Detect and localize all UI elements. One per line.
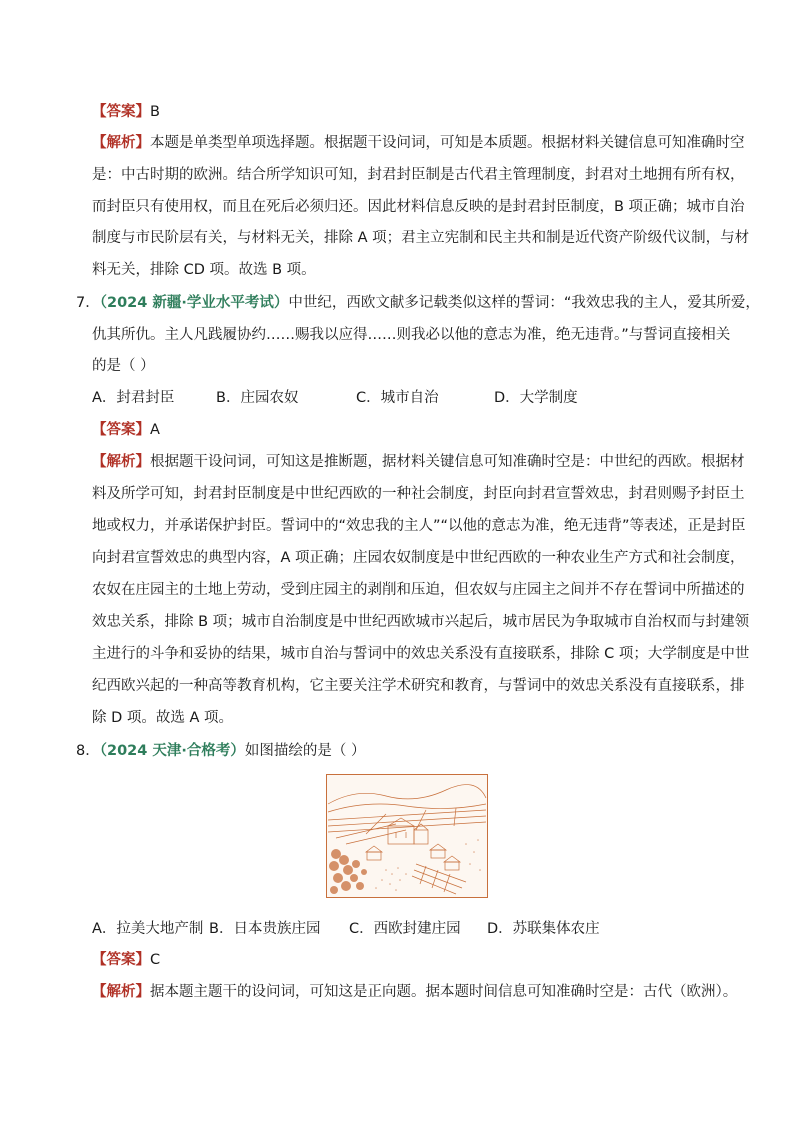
analysis-line: 料及所学可知，封君封臣制度是中世纪西欧的一种社会制度，封臣向封君宣誓效忠，封君则赐予封臣土	[92, 486, 745, 502]
question-7-options	[92, 388, 578, 408]
analysis-line: 地或权力，并承诺保护封臣。誓词中的“效忠我的主人”“以他的意志为准，绝无违背”等表述，正是封臣	[92, 518, 746, 534]
analysis-line: 效忠关系，排除 B 项；城市自治制度是中世纪西欧城市兴起后，城市居民为争取城市自治权而与封建领	[92, 614, 750, 630]
option-c: C．西欧封建庄园	[349, 921, 461, 937]
answer-line-q8	[92, 950, 160, 970]
option-d: D．大学制度	[494, 390, 578, 406]
analysis-line: 【解析】据本题主题干的设问词，可知这是正向题。据本题时间信息可知准确时空是：古代（欧洲）。	[92, 984, 738, 1000]
option-a: A．封君封臣	[92, 390, 175, 406]
option-c: C．城市自治	[356, 390, 439, 406]
question-stem-line: 仇其所仇。主人凡践履协约……赐我以应得……则我必以他的意志为准，绝无违背。”与誓词直接相关	[92, 327, 731, 343]
analysis-label: 【解析】	[92, 135, 150, 151]
question-number: 7．	[76, 295, 100, 311]
question-8-options	[92, 919, 600, 939]
analysis-label: 【解析】	[92, 454, 150, 470]
question-stem-line: 的是（ ）	[92, 358, 155, 374]
analysis-line: 是：中古时期的欧洲。结合所学知识可知，封君封臣制是古代君主管理制度，封君对土地拥有所有权，	[92, 167, 745, 183]
answer-line-q7	[92, 420, 160, 440]
answer-value: A	[150, 422, 160, 438]
analysis-line: 主进行的斗争和妥协的结果，城市自治与誓词中的效忠关系没有直接联系，排除 C 项；大学制度是中世	[92, 646, 750, 662]
question-8-stem: 8．（2024 天津·合格考）如图描绘的是（ ）	[76, 743, 366, 759]
analysis-line: 【解析】根据题干设问词，可知这是推断题，据材料关键信息可知准确时空是：中世纪的西欧。根据材	[92, 454, 745, 470]
analysis-line: 料无关，排除 CD 项。故选 B 项。	[92, 262, 316, 278]
analysis-line: 除 D 项。故选 A 项。	[92, 710, 234, 726]
question-source: （2024 新疆·学业水平考试）	[99, 295, 289, 311]
answer-label: 【答案】	[92, 104, 150, 120]
question-7-stem: 7．（2024 新疆·学业水平考试）中世纪，西欧文献多记载类似这样的誓词：“我效忠我的主人，爱其所爱，	[76, 295, 760, 311]
analysis-line: 制度与市民阶层有关，与材料无关，排除 A 项；君主立宪制和民主共和制是近代资产阶级代议制，与材	[92, 230, 750, 246]
analysis-line: 农奴在庄园主的土地上劳动，受到庄园主的剥削和压迫，但农奴与庄园主之间并不存在誓词中所描述的	[92, 582, 745, 598]
answer-label: 【答案】	[92, 952, 150, 968]
answer-value: C	[150, 952, 161, 968]
manor-illustration	[326, 774, 488, 898]
option-a: A．拉美大地产制	[92, 921, 204, 937]
option-b: B．庄园农奴	[216, 390, 299, 406]
analysis-line: 【解析】本题是单类型单项选择题。根据题干设问词，可知是本质题。根据材料关键信息可知准确时空	[92, 135, 745, 151]
question-source: （2024 天津·合格考）	[99, 743, 245, 759]
answer-label: 【答案】	[92, 422, 150, 438]
analysis-line: 纪西欧兴起的一种高等教育机构，它主要关注学术研究和教育，与誓词中的效忠关系没有直接联系，排	[92, 678, 745, 694]
analysis-line: 向封君宣誓效忠的典型内容，A 项正确；庄园农奴制度是中世纪西欧的一种农业生产方式和社会制度，	[92, 550, 745, 566]
option-d: D．苏联集体农庄	[487, 921, 600, 937]
analysis-line: 而封臣只有使用权，而且在死后必须归还。因此材料信息反映的是封君封臣制度，B 项正确；城市自治	[92, 199, 745, 215]
answer-value: B	[150, 104, 160, 120]
analysis-label: 【解析】	[92, 984, 150, 1000]
answer-line-q6	[92, 102, 160, 122]
option-b: B．日本贵族庄园	[209, 921, 321, 937]
question-number: 8．	[76, 743, 100, 759]
